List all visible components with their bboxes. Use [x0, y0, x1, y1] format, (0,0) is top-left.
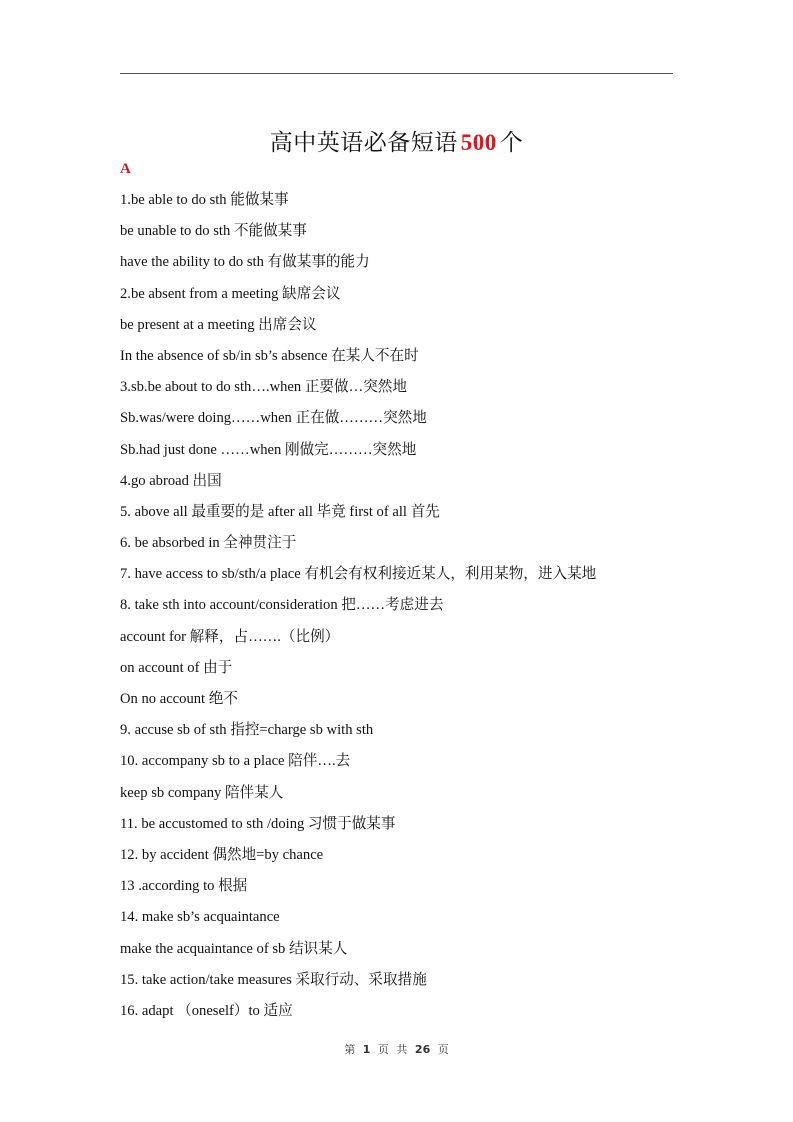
footer-prefix: 第 — [344, 1043, 356, 1056]
phrase-line: 16. adapt （oneself）to 适应 — [120, 1002, 293, 1019]
phrase-line: keep sb company 陪伴某人 — [120, 784, 284, 801]
phrase-line: 13 .according to 根据 — [120, 878, 248, 895]
phrase-line: 15. take action/take measures 采取行动、采取措施 — [120, 971, 427, 988]
phrase-line: 8. take sth into account/consideration 把……考虑进去 — [120, 597, 444, 614]
phrase-line: 4.go abroad 出国 — [120, 472, 222, 489]
phrase-line: 10. accompany sb to a place 陪伴….去 — [120, 753, 351, 770]
phrase-line: 14. make sb’s acquaintance — [120, 909, 280, 926]
phrase-line: 6. be absorbed in 全神贯注于 — [120, 535, 297, 552]
title-suffix: 个 — [499, 130, 524, 156]
phrase-list — [120, 189, 680, 1031]
title-prefix: 高中英语必备短语 — [269, 130, 458, 156]
phrase-line: 5. above all 最重要的是 after all 毕竟 first of all 首先 — [120, 503, 440, 520]
phrase-line: 7. have access to sb/sth/a place 有机会有权利接近某人，利用某物，进入某地 — [120, 566, 597, 583]
phrase-line: 12. by accident 偶然地=by chance — [120, 846, 324, 863]
total-pages-number: 26 — [414, 1043, 431, 1056]
current-page-number: 1 — [362, 1043, 371, 1056]
section-heading-a: A — [120, 161, 131, 177]
phrase-line: 9. accuse sb of sth 指控=charge sb with sth — [120, 722, 374, 739]
phrase-line: Sb.was/were doing……when 正在做………突然地 — [120, 410, 427, 427]
phrase-line: account for 解释，占…….（比例） — [120, 628, 340, 645]
page-title — [0, 126, 793, 160]
phrase-line: 2.be absent from a meeting 缺席会议 — [120, 285, 341, 302]
header-rule — [120, 73, 673, 74]
phrase-line: on account of 由于 — [120, 659, 233, 676]
phrase-line: In the absence of sb/in sb’s absence 在某人不在时 — [120, 347, 419, 364]
phrase-line: 1.be able to do sth 能做某事 — [120, 192, 289, 208]
footer-mid: 页 共 — [377, 1043, 408, 1056]
phrase-line: Sb.had just done ……when 刚做完………突然地 — [120, 441, 417, 458]
phrase-line: 3.sb.be about to do sth….when 正要做…突然地 — [120, 379, 407, 396]
phrase-line: make the acquaintance of sb 结识某人 — [120, 940, 348, 957]
title-number: 500 — [460, 130, 497, 156]
phrase-line: have the ability to do sth 有做某事的能力 — [120, 254, 370, 271]
phrase-line: 11. be accustomed to sth /doing 习惯于做某事 — [120, 815, 396, 832]
phrase-line: be unable to do sth 不能做某事 — [120, 223, 307, 240]
phrase-line: On no account 绝不 — [120, 691, 238, 707]
footer-suffix: 页 — [437, 1043, 449, 1056]
phrase-line: be present at a meeting 出席会议 — [120, 316, 317, 333]
page-footer — [0, 1041, 793, 1057]
